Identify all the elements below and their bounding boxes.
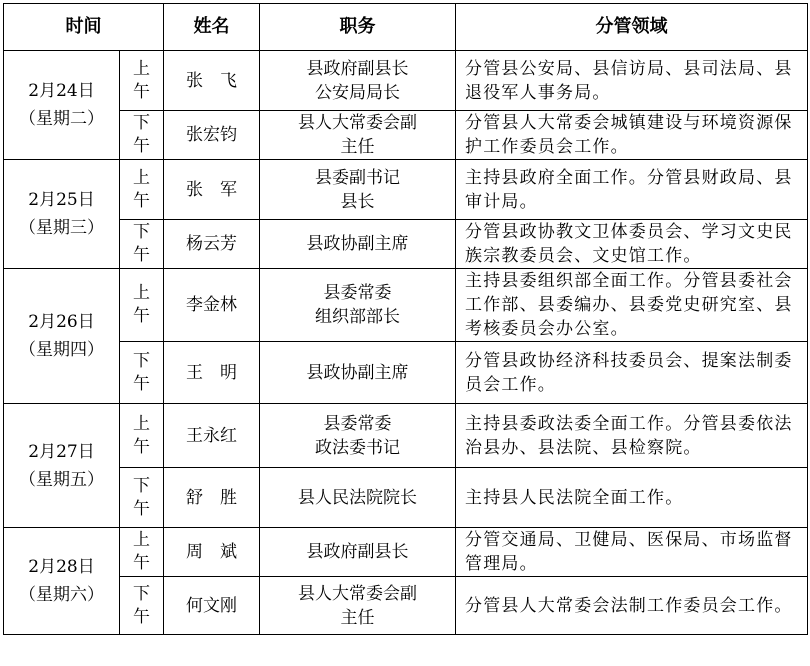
leader-name: 周 斌 [186,542,237,562]
post-line: 县政府副县长 [306,542,409,562]
half-day-text: 下午 [133,583,150,627]
table-row [4,220,808,269]
post-line: 县人大常委会副 [298,583,417,604]
table-row [4,269,808,342]
leader-name-cell [164,404,260,468]
scope-text: 分管县政协经济科技委员会、提案法制委员会工作。 [465,350,793,395]
scope-text: 分管县政协教文卫体委员会、学习文史民族宗教委员会、文史馆工作。 [465,222,793,266]
scope-text: 主持县委组织部全面工作。分管县委社会工作部、县委编办、县委党史研究室、县考核委员会办公室。 [465,271,793,339]
weekday-text: （星期二） [19,109,104,129]
weekday-text: （星期六） [19,585,104,605]
scope-cell [456,51,808,111]
scope-text: 分管县人大常委会城镇建设与环境资源保护工作委员会工作。 [465,113,793,157]
leader-name: 张 军 [186,179,237,200]
half-day-text: 下午 [133,475,150,519]
leader-name-cell [164,51,260,111]
date-cell [4,160,120,269]
post-line: 主任 [340,137,375,157]
leader-name: 李金林 [186,295,237,315]
date-cell [4,51,120,160]
leader-name: 王永红 [186,425,237,446]
half-day-cell [120,111,164,160]
scope-cell [456,528,808,577]
half-day-text: 上午 [133,58,150,102]
half-day-cell [120,577,164,635]
half-day-text: 上午 [133,413,150,457]
scope-cell [456,220,808,269]
scope-cell [456,342,808,404]
table-row [4,160,808,220]
table-row [4,51,808,111]
table-row [4,404,808,468]
table-row [4,342,808,404]
half-day-text: 下午 [133,350,150,394]
leader-name-cell [164,160,260,220]
leader-name: 杨云芳 [186,234,237,254]
date-cell [4,404,120,528]
header-name: 姓名 [164,4,260,51]
scope-text: 主持县政府全面工作。分管县财政局、县审计局。 [465,167,793,212]
half-day-cell [120,51,164,111]
post-cell [260,220,456,269]
header-post: 职务 [260,4,456,51]
post-line: 县人民法院院长 [298,487,417,508]
leader-name-cell [164,342,260,404]
half-day-text: 下午 [133,113,150,156]
weekday-text: （星期五） [19,469,104,490]
half-day-cell [120,528,164,577]
scope-cell [456,577,808,635]
leader-name: 舒 胜 [186,487,237,508]
post-line: 县委常委 [323,283,392,303]
header-time: 时间 [4,4,164,51]
half-day-cell [120,160,164,220]
half-day-text: 上午 [133,167,150,211]
scope-text: 分管交通局、卫健局、医保局、市场监督管理局。 [465,530,793,574]
schedule-body [4,51,808,635]
post-line: 公安局局长 [315,82,400,103]
post-cell [260,468,456,528]
post-line: 县人大常委会副 [298,113,417,133]
post-cell [260,51,456,111]
leader-name-cell [164,468,260,528]
weekday-text: （星期四） [19,340,104,360]
table-row [4,468,808,528]
date-text: 2月27日 [28,441,95,462]
header-scope: 分管领域 [456,4,808,51]
leader-name: 张宏钧 [186,125,237,145]
half-day-cell [120,220,164,269]
half-day-cell [120,404,164,468]
leader-reception-schedule-table [3,3,808,635]
weekday-text: （星期三） [19,218,104,238]
leader-name-cell [164,220,260,269]
date-cell [4,528,120,635]
date-cell [4,269,120,404]
post-cell [260,269,456,342]
scope-text: 分管县人大常委会法制工作委员会工作。 [465,595,793,616]
scope-text: 主持县人民法院全面工作。 [465,487,684,508]
scope-text: 分管县公安局、县信访局、县司法局、县退役军人事务局。 [465,58,793,103]
leader-name: 何文刚 [186,595,237,616]
post-cell [260,577,456,635]
half-day-text: 上午 [133,530,150,573]
post-line: 县长 [340,191,375,212]
header-row [4,4,808,51]
scope-cell [456,111,808,160]
date-text: 2月25日 [28,190,95,210]
post-line: 政法委书记 [315,437,400,458]
post-cell [260,111,456,160]
post-line: 县委副书记 [315,167,400,188]
leader-name-cell [164,111,260,160]
date-text: 2月26日 [28,312,95,332]
post-line: 县政协副主席 [306,362,409,383]
half-day-cell [120,468,164,528]
leader-name-cell [164,269,260,342]
table-row [4,528,808,577]
scope-cell [456,160,808,220]
date-text: 2月24日 [28,81,95,101]
scope-cell [456,468,808,528]
post-cell [260,160,456,220]
post-cell [260,404,456,468]
post-line: 县政府副县长 [306,58,409,79]
half-day-cell [120,342,164,404]
table-row [4,111,808,160]
table-row [4,577,808,635]
post-line: 县委常委 [323,413,392,434]
leader-name: 王 明 [186,362,237,383]
scope-cell [456,404,808,468]
scope-text: 主持县委政法委全面工作。分管县委依法治县办、县法院、县检察院。 [465,413,793,458]
post-cell [260,342,456,404]
post-line: 组织部部长 [315,307,400,327]
post-line: 县政协副主席 [306,234,409,254]
date-text: 2月28日 [28,557,95,577]
leader-name-cell [164,528,260,577]
leader-name: 张 飞 [186,70,237,91]
post-cell [260,528,456,577]
half-day-cell [120,269,164,342]
scope-cell [456,269,808,342]
half-day-text: 上午 [133,283,150,326]
post-line: 主任 [340,607,375,628]
leader-name-cell [164,577,260,635]
half-day-text: 下午 [133,222,150,265]
